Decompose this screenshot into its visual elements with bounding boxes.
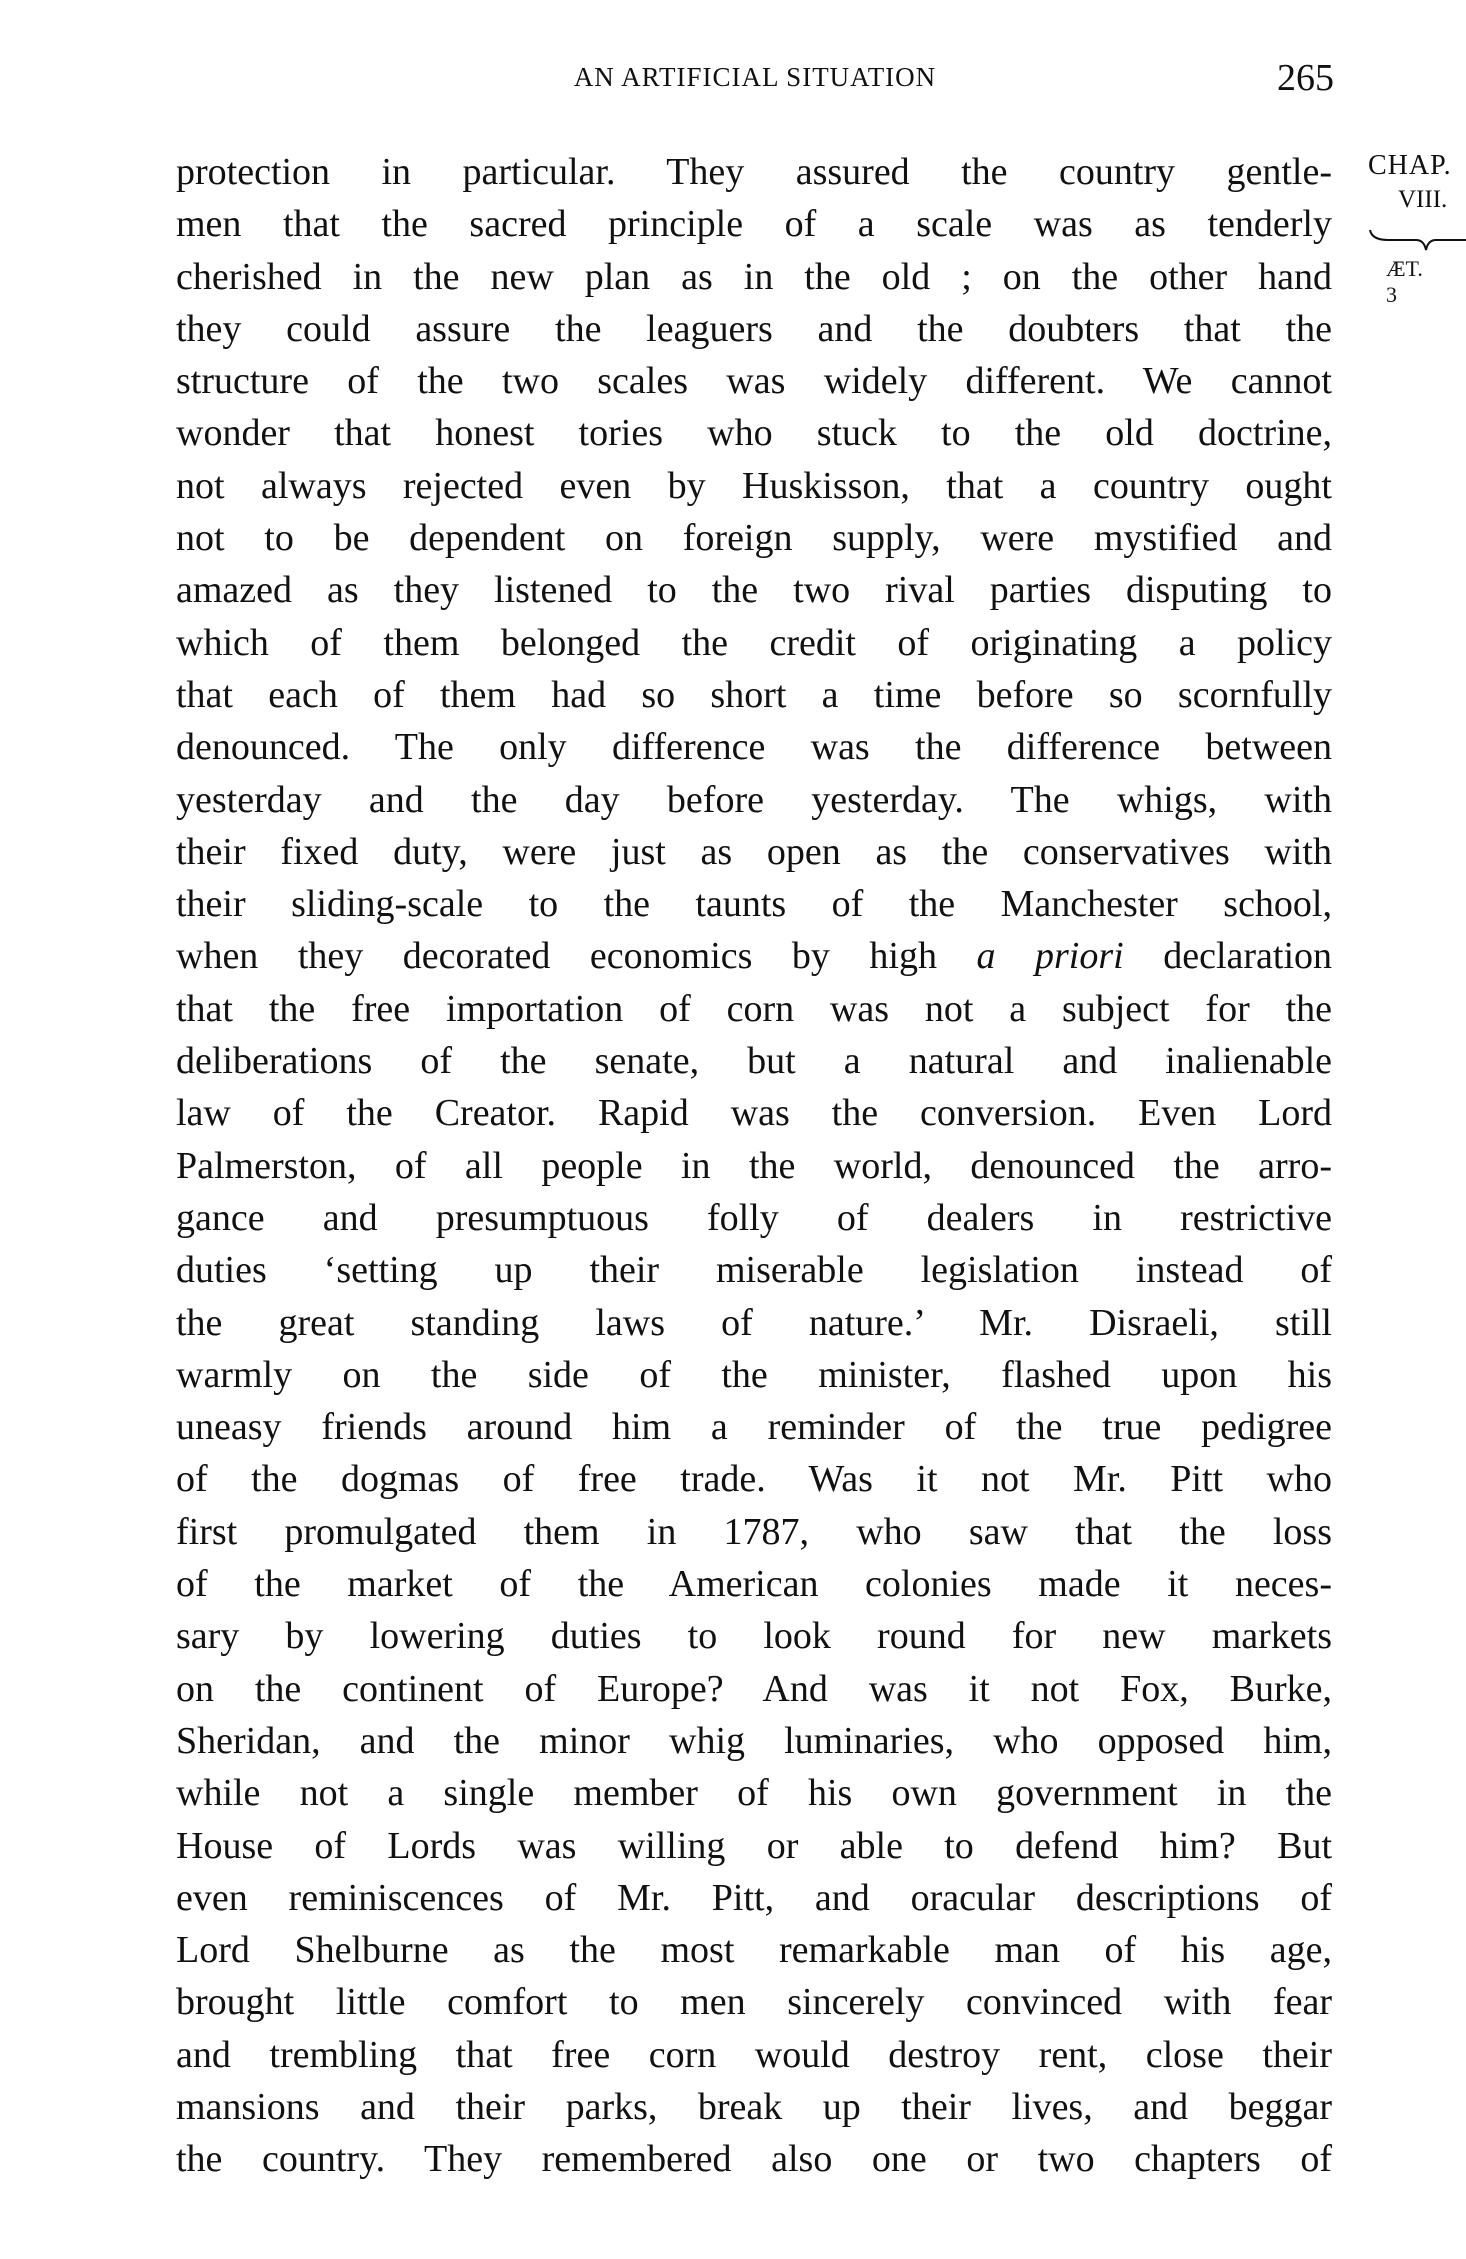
italic-phrase: a priori [976, 935, 1124, 978]
text-line: while not a single member of his own government in the [176, 1772, 1332, 1815]
text-line: yesterday and the day before yesterday. The whigs, with [176, 778, 1332, 821]
text-line: on the continent of Europe? And was it not Fox, Burke, [176, 1667, 1332, 1710]
text-line: even reminiscences of Mr. Pitt, and oracular descriptions of [176, 1876, 1332, 1919]
text-line: protection in particular. They assured the country gentle- [176, 151, 1332, 193]
running-title: AN ARTIFICIAL SITUATION [573, 62, 937, 92]
text-line: the country. They remembered also one or two chapters of [176, 2138, 1332, 2181]
text-line: warmly on the side of the minister, flashed upon his [176, 1353, 1332, 1396]
text-line: Palmerston, of all people in the world, denounced the arro- [176, 1144, 1332, 1187]
text-line: sary by lowering duties to look round for new markets [176, 1615, 1332, 1658]
margin-age: ÆT. 3 [1386, 256, 1423, 307]
text-line: Sheridan, and the minor whig luminaries, who opposed him, [176, 1719, 1332, 1762]
text-line: that the free importation of corn was not a subject for the [176, 987, 1332, 1030]
text-line: gance and presumptuous folly of dealers in restrictive [176, 1196, 1332, 1239]
text-line: law of the Creator. Rapid was the conversion. Even Lord [176, 1092, 1332, 1135]
text-line: cherished in the new plan as in the old ; on the other hand [176, 255, 1332, 298]
text-line: structure of the two scales was widely different. We cannot [176, 360, 1332, 403]
text-line: which of them belonged the credit of originating a policy [176, 621, 1332, 664]
text-line: duties ‘setting up their miserable legislation instead of [176, 1249, 1332, 1292]
brace-icon [1368, 228, 1466, 252]
page-header [176, 56, 1334, 100]
page-number: 265 [1277, 57, 1334, 99]
text-line: wonder that honest tories who stuck to the old doctrine, [176, 412, 1332, 455]
text-line: amazed as they listened to the two rival parties disputing to [176, 569, 1332, 612]
text-line: deliberations of the senate, but a natural and inalienable [176, 1040, 1332, 1083]
text-line: their fixed duty, were just as open as the conservatives with [176, 830, 1332, 873]
text-line: and trembling that free corn would destroy rent, close their [176, 2033, 1332, 2076]
text-line: uneasy friends around him a reminder of the true pedigree [176, 1406, 1332, 1449]
text-line: the great standing laws of nature.’ Mr. Disraeli, still [176, 1301, 1332, 1344]
text-line: brought little comfort to men sincerely convinced with fear [176, 1981, 1332, 2024]
text-line: of the dogmas of free trade. Was it not Mr. Pitt who [176, 1458, 1332, 1501]
text-line: mansions and their parks, break up their lives, and beggar [176, 2085, 1332, 2128]
text-line: they could assure the leaguers and the doubters that the [176, 307, 1332, 350]
margin-chapter: CHAP. [1368, 150, 1452, 181]
text-line: their sliding-scale to the taunts of the Manchester school, [176, 883, 1332, 926]
text-line: when they decorated economics by high a priori declaration [176, 935, 1332, 978]
text-line: that each of them had so short a time before so scornfully [176, 673, 1332, 716]
text-line: House of Lords was willing or able to defend him? But [176, 1824, 1332, 1867]
body-text [176, 146, 1332, 2186]
margin-chapter-number: VIII. [1398, 186, 1448, 213]
text-line: not to be dependent on foreign supply, were mystified and [176, 517, 1332, 560]
text-line: men that the sacred principle of a scale was as tenderly [176, 203, 1332, 246]
text-line: Lord Shelburne as the most remarkable man of his age, [176, 1929, 1332, 1972]
text-line: first promulgated them in 1787, who saw that the loss [176, 1510, 1332, 1553]
text-line: of the market of the American colonies made it neces- [176, 1563, 1332, 1606]
text-line: denounced. The only difference was the difference between [176, 726, 1332, 769]
text-line: not always rejected even by Huskisson, that a country ought [176, 464, 1332, 507]
